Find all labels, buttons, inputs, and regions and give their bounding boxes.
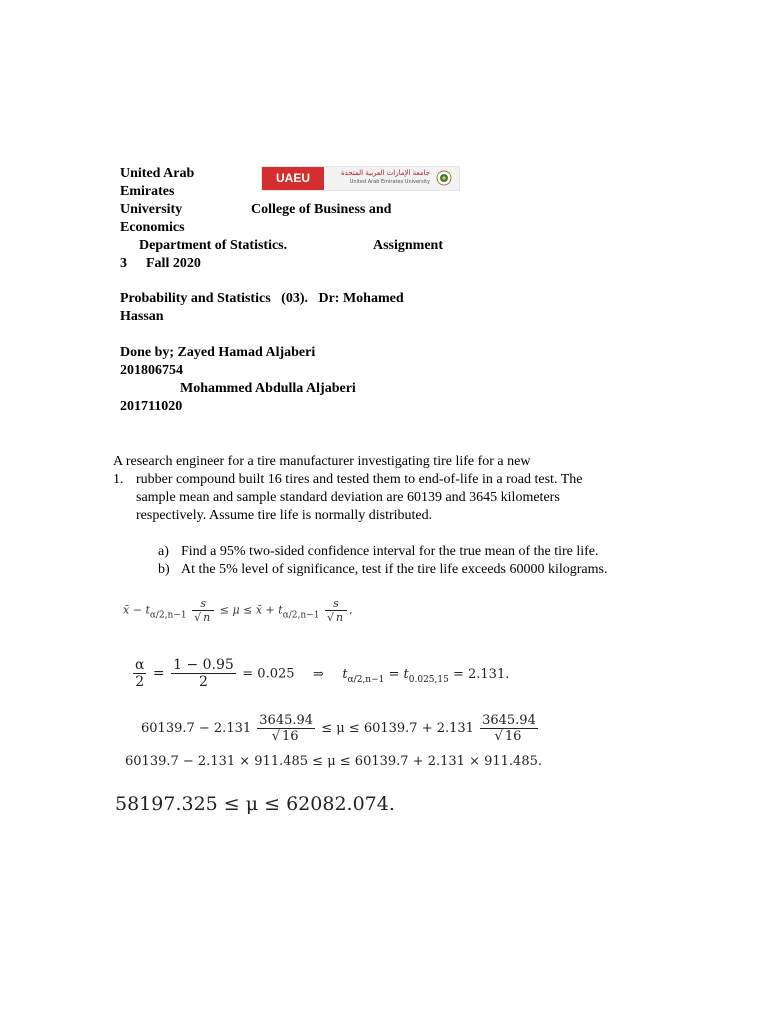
item-a-text: Find a 95% two-sided confidence interval for the true mean of the tire life. bbox=[181, 544, 599, 559]
done-by-line: Done by; Zayed Hamad Aljaberi bbox=[120, 345, 316, 360]
question-number: 1. bbox=[113, 472, 124, 487]
assignment-number: 3 bbox=[120, 256, 127, 271]
ci-computed-formula: 60139.7 − 2.131 × 911.485 ≤ μ ≤ 60139.7 + 2.131 × 911.485. bbox=[125, 754, 542, 769]
sd-numerator: 3645.94 bbox=[259, 713, 314, 728]
department-label: Department of Statistics. bbox=[139, 238, 288, 253]
alpha-result: = 0.025 bbox=[242, 666, 295, 682]
item-a-label: a) bbox=[158, 544, 169, 559]
question-line-2: rubber compound built 16 tires and tested them to end-of-life in a road test. The bbox=[136, 472, 583, 487]
alpha-formula: $\frac{\alpha}{2}$ = $\frac{1 - 0.95}{2}$ = 0.025 ⇒ $t_{\alpha/2,n-1} = t_{0.025,15} = 2.131$. bbox=[135, 657, 510, 690]
header-line-3-right: College of Business and bbox=[251, 202, 392, 217]
t-result: = 2.131. bbox=[452, 666, 510, 682]
uaeu-logo bbox=[261, 166, 460, 191]
ci-substituted-formula: 60139.7 − 2.131 $\frac{3645.94}{√ 16}$ ≤ μ ≤ 60139.7 + 2.131 $\frac{3645.94}{√ 16}$ bbox=[141, 713, 536, 744]
ci-result: 58197.325 ≤ μ ≤ 62082.074. bbox=[115, 793, 395, 815]
student-id-2: 201711020 bbox=[120, 399, 183, 414]
header-line-1: United Arab bbox=[120, 166, 195, 181]
header-line-3-left: University bbox=[120, 202, 183, 217]
question-line-4: respectively. Assume tire life is normally distributed. bbox=[136, 508, 433, 523]
sample-size: 16 bbox=[282, 729, 299, 744]
course-line-2: Hassan bbox=[120, 309, 164, 324]
question-line-3: sample mean and sample standard deviation are 60139 and 3645 kilometers bbox=[136, 490, 560, 505]
ci-lower-prefix: 60139.7 − 2.131 bbox=[141, 721, 252, 736]
sample-size-2: 16 bbox=[504, 729, 522, 744]
alpha-frac-num: α bbox=[135, 657, 145, 673]
uaeu-logo-mark: UAEU bbox=[262, 167, 324, 190]
header-line-2: Emirates bbox=[120, 184, 175, 199]
course-line-1: Probability and Statistics (03). Dr: Mohamed bbox=[120, 291, 404, 306]
uaeu-logo-wordmark bbox=[332, 169, 430, 188]
uaeu-seal-icon bbox=[436, 170, 452, 186]
alpha-frac-den: 2 bbox=[135, 674, 145, 690]
item-b-text: At the 5% level of significance, test if the tire life exceeds 60000 kilograms. bbox=[181, 562, 608, 577]
ci-formula: x̄ − $t_{\alpha/2,n-1}$ $\frac{s}{√ n}$ ≤ μ ≤ x̄ + $t_{\alpha/2,n-1}$ $\frac{s}{√ n}$ , bbox=[123, 597, 353, 624]
question-intro: A research engineer for a tire manufacturer investigating tire life for a new bbox=[113, 454, 531, 469]
t-subscript: 0.025,15 bbox=[408, 674, 449, 685]
alpha-value-num: 1 − 0.95 bbox=[173, 657, 234, 673]
header-line-4: Economics bbox=[120, 220, 185, 235]
logo-arabic-name: جامعة الإمارات العربية المتحدة bbox=[341, 169, 430, 177]
assignment-label: Assignment bbox=[373, 238, 444, 253]
ci-middle: ≤ μ ≤ 60139.7 + 2.131 bbox=[321, 721, 474, 736]
item-b-label: b) bbox=[158, 562, 170, 577]
sd-numerator-2: 3645.94 bbox=[482, 713, 536, 728]
logo-english-name: United Arab Emirates University bbox=[349, 179, 430, 185]
student-name-2: Mohammed Abdulla Aljaberi bbox=[180, 381, 356, 396]
term-label: Fall 2020 bbox=[146, 256, 201, 271]
implies-symbol: ⇒ bbox=[312, 666, 324, 682]
student-id-1: 201806754 bbox=[120, 363, 183, 378]
alpha-value-den: 2 bbox=[199, 674, 208, 690]
